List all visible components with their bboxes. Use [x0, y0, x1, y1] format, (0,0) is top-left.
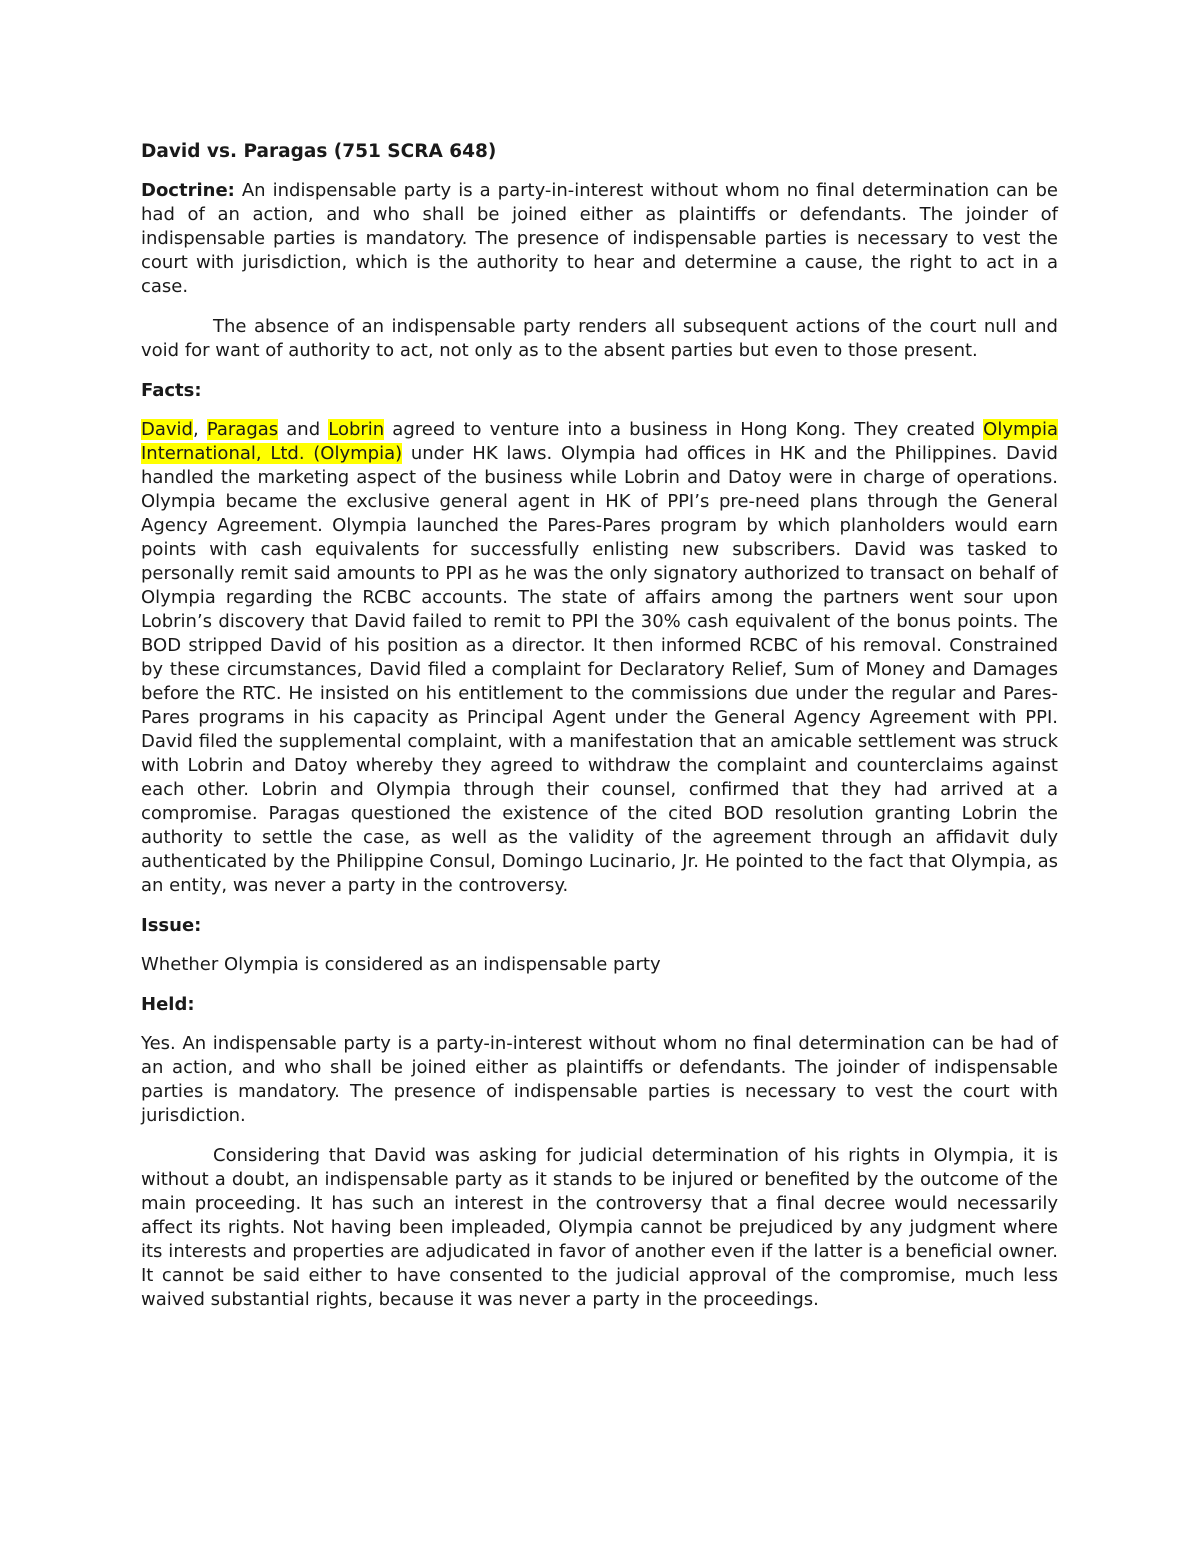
issue-text: Whether Olympia is considered as an indispensable party: [141, 954, 661, 975]
doctrine-label: Doctrine:: [141, 180, 235, 201]
held-heading: Held:: [141, 994, 195, 1015]
document-page: [141, 140, 1058, 1328]
facts-sep-1: ,: [192, 419, 207, 440]
highlight-lobrin: Lobrin: [328, 419, 385, 440]
doctrine-paragraph: [141, 179, 1058, 299]
facts-text-a: agreed to venture into a business in Hong Kong. They created: [384, 419, 984, 440]
highlight-paragas: Paragas: [206, 419, 279, 440]
doctrine-text: An indispensable party is a party-in-interest without whom no final determination can be had of an action, and who shall be joined either as plaintiffs or defendants. The joinder of indispensable parties is mandatory. The presence of indispensable parties is necessary to vest the court with jurisdiction, which is the authority to hear and determine a cause, the right to act in a case.: [141, 180, 1058, 297]
highlight-olympia: Olympia International, Ltd. (Olympia): [141, 419, 1058, 464]
facts-text-b: under HK laws. Olympia had offices in HK and the Philippines. David handled the marketing aspect of the business while Lobrin and Datoy were in charge of operations. Olympia became the exclusive general agent in HK of PPI’s pre-need plans through the General Agency Agreement. Olympia launched the Pares-Pares program by which planholders would earn points with cash equivalents for successfully enlisting new subscribers. David was tasked to personally remit said amounts to PPI as he was the only signatory authorized to transact on behalf of Olympia regarding the RCBC accounts. The state of affairs among the partners went sour upon Lobrin’s discovery that David failed to remit to PPI the 30% cash equivalent of the bonus points. The BOD stripped David of his position as a director. It then informed RCBC of his removal. Constrained by these circumstances, David filed a complaint for Declaratory Relief, Sum of Money and Damages before the RTC. He insisted on his entitlement to the commissions due under the regular and Pares-Pares programs in his capacity as Principal Agent under the General Agency Agreement with PPI. David filed the supplemental complaint, with a manifestation that an amicable settlement was struck with Lobrin and Datoy whereby they agreed to withdraw the complaint and counterclaims against each other. Lobrin and Olympia through their counsel, confirmed that they had arrived at a compromise. Paragas questioned the existence of the cited BOD resolution granting Lobrin the authority to settle the case, as well as the validity of the agreement through an affidavit duly authenticated by the Philippine Consul, Domingo Lucinario, Jr. He pointed to the fact that Olympia, as an entity, was never a party in the controversy.: [141, 443, 1058, 896]
doctrine-paragraph-2: The absence of an indispensable party renders all subsequent actions of the court null and void for want of authority to act, not only as to the absent parties but even to those present.: [141, 316, 1058, 361]
facts-sep-2: and: [278, 419, 329, 440]
facts-paragraph: [141, 418, 1058, 898]
issue-heading: Issue:: [141, 915, 202, 936]
held-paragraph-2: Considering that David was asking for judicial determination of his rights in Olympia, it is without a doubt, an indispensable party as it stands to be injured or benefited by the outcome of the main proceeding. It has such an interest in the controversy that a final decree would necessarily affect its rights. Not having been impleaded, Olympia cannot be prejudiced by any judgment where its interests and properties are adjudicated in favor of another even if the latter is a beneficial owner. It cannot be said either to have consented to the judicial approval of the compromise, much less waived substantial rights, because it was never a party in the proceedings.: [141, 1145, 1058, 1310]
highlight-david: David: [141, 419, 193, 440]
facts-heading: Facts:: [141, 380, 202, 401]
case-title: David vs. Paragas (751 SCRA 648): [141, 141, 497, 162]
held-paragraph-1: Yes. An indispensable party is a party-in-interest without whom no final determination can be had of an action, and who shall be joined either as plaintiffs or defendants. The joinder of indispensable parties is mandatory. The presence of indispensable parties is necessary to vest the court with jurisdiction.: [141, 1033, 1058, 1126]
